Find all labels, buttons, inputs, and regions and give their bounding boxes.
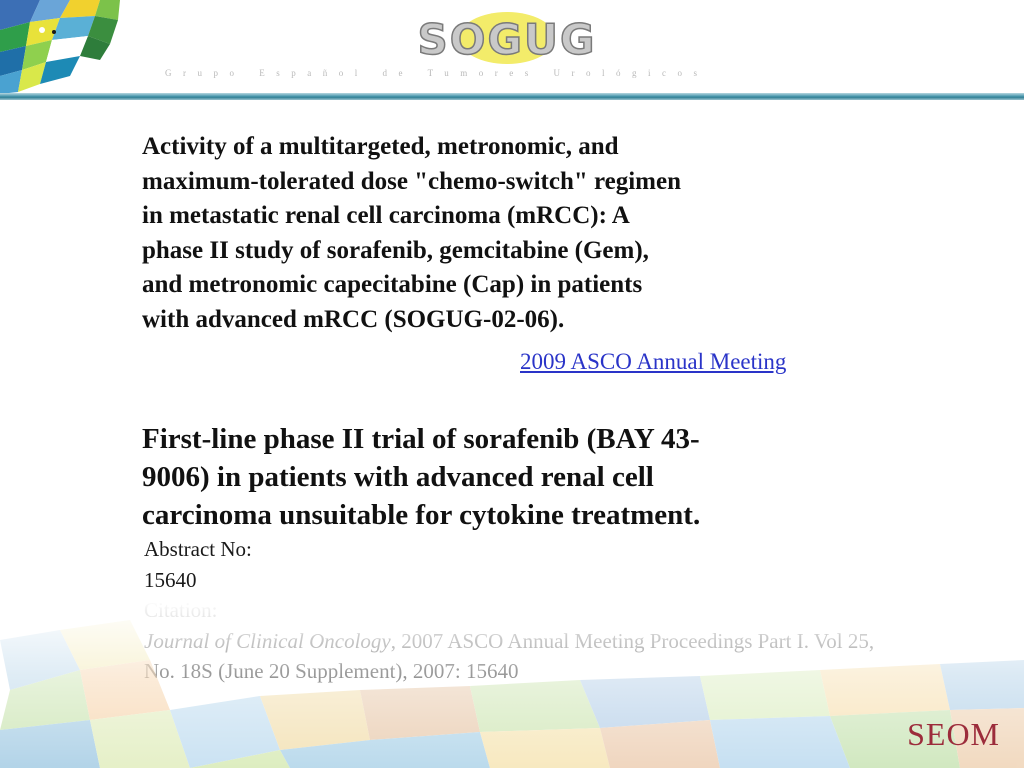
- article2-title-line: carcinoma unsuitable for cytokine treatment.: [142, 499, 701, 531]
- mosaic-footer-decoration: [0, 600, 1024, 768]
- article1-title-line: in metastatic renal cell carcinoma (mRCC): A: [142, 202, 630, 229]
- article2-title-line: First-line phase II trial of sorafenib (BAY 43-: [142, 423, 700, 455]
- article1-title-line: Activity of a multitargeted, metronomic, and: [142, 133, 619, 160]
- article2-title: [142, 420, 822, 534]
- article1-title: [142, 130, 822, 337]
- header-divider: [0, 93, 1024, 100]
- article1-title-line: and metronomic capecitabine (Cap) in patients: [142, 271, 643, 298]
- article1-title-line: maximum-tolerated dose "chemo-switch" regimen: [142, 167, 681, 195]
- mosaic-corner-decoration: [0, 0, 120, 96]
- sogug-logo: [382, 8, 632, 70]
- asco-meeting-link[interactable]: 2009 ASCO Annual Meeting: [520, 349, 787, 374]
- abstract-label: Abstract No:: [144, 537, 252, 561]
- seom-brand: SEOM: [907, 716, 1000, 752]
- article2-title-line: 9006) in patients with advanced renal cell: [142, 461, 654, 493]
- article1-title-line: with advanced mRCC (SOGUG-02-06).: [142, 305, 565, 333]
- abstract-number: 15640: [144, 567, 197, 592]
- slide-header: [0, 0, 1024, 96]
- svg-text:SOGUG: SOGUG: [417, 15, 597, 64]
- organization-subtitle: Grupo Español de Tumores Urológicos: [165, 68, 709, 78]
- article1-title-line: phase II study of sorafenib, gemcitabine (Gem),: [142, 236, 649, 264]
